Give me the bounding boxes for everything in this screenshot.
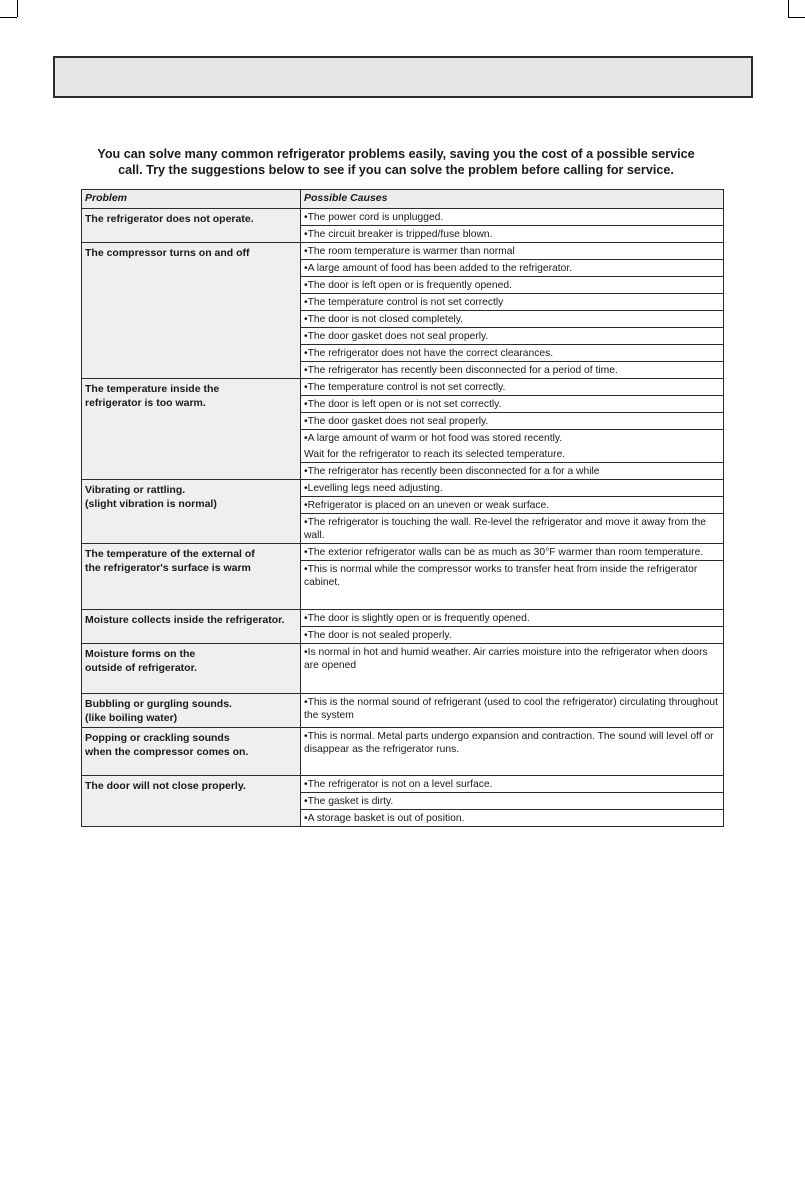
- problem-text: Bubbling or gurgling sounds.: [85, 698, 232, 710]
- table-row: [82, 644, 724, 694]
- problem-cell: [82, 776, 301, 827]
- crop-mark: [17, 0, 18, 17]
- cause-item: •Levelling legs need adjusting.: [301, 480, 723, 497]
- intro-line: You can solve many common refrigerator problems easily, saving you the cost of a possible service: [97, 147, 695, 161]
- cause-item: •The refrigerator does not have the correct clearances.: [301, 345, 723, 362]
- cause-item: •The circuit breaker is tripped/fuse blown.: [304, 229, 493, 240]
- cause-item: •The refrigerator is not on a level surface.: [301, 776, 723, 793]
- cause-item: •This is normal while the compressor works to transfer heat from inside the refrigerator cabinet.: [304, 564, 698, 588]
- cause-item: •Refrigerator is placed on an uneven or weak surface.: [301, 497, 723, 514]
- cause-item: •A large amount of food has been added to the refrigerator.: [301, 260, 723, 277]
- problem-text: outside of refrigerator.: [85, 662, 198, 674]
- table-row: [82, 610, 724, 644]
- cause-item: •Is normal in hot and humid weather. Air carries moisture into the refrigerator when doors are opened: [304, 647, 708, 671]
- table-row: [82, 694, 724, 728]
- cause-item: •The door gasket does not seal properly.: [301, 413, 723, 430]
- problem-text: The compressor turns on and off: [85, 247, 250, 259]
- problem-text: The temperature inside the: [85, 383, 220, 395]
- column-header-problem: Problem: [82, 190, 301, 209]
- causes-cell: [301, 209, 724, 243]
- problem-text: Moisture forms on the: [85, 648, 196, 660]
- causes-cell: [301, 694, 724, 728]
- table-row: [82, 379, 724, 480]
- problem-text: the refrigerator's surface is warm: [85, 562, 251, 574]
- cause-item: •This is normal. Metal parts undergo expansion and contraction. The sound will level off or disappear as the refrigerator runs.: [304, 731, 714, 755]
- cause-item: •A large amount of warm or hot food was stored recently.: [304, 433, 563, 444]
- problem-cell: [82, 610, 301, 644]
- causes-cell: [301, 644, 724, 694]
- cause-item: •The door gasket does not seal properly.: [301, 328, 723, 345]
- problem-cell: [82, 544, 301, 610]
- cause-item: •The power cord is unplugged.: [301, 209, 723, 226]
- cause-item: •The refrigerator is touching the wall. Re-level the refrigerator and move it away from the wall.: [304, 517, 706, 541]
- cause-item: •The door is not sealed properly.: [304, 630, 452, 641]
- problem-cell: [82, 209, 301, 243]
- problem-text: The refrigerator does not operate.: [85, 213, 254, 225]
- problem-text: (like boiling water): [85, 712, 178, 724]
- table-row: [82, 544, 724, 610]
- section-header-bar: [53, 56, 753, 98]
- column-header-causes: Possible Causes: [301, 190, 724, 209]
- causes-cell: [301, 480, 724, 544]
- problem-cell: [82, 480, 301, 544]
- crop-mark: [0, 17, 17, 18]
- cause-item: •This is the normal sound of refrigerant (used to cool the refrigerator) circulating throughout the system: [304, 697, 718, 721]
- troubleshooting-table: [81, 189, 724, 827]
- cause-item: •A storage basket is out of position.: [304, 813, 465, 824]
- problem-text: Popping or crackling sounds: [85, 732, 230, 744]
- causes-cell: [301, 610, 724, 644]
- problem-cell: [82, 243, 301, 379]
- causes-cell: [301, 379, 724, 480]
- problem-text: when the compressor comes on.: [85, 746, 249, 758]
- causes-cell: [301, 243, 724, 379]
- problem-text: The door will not close properly.: [85, 780, 246, 792]
- cause-item: •The temperature control is not set correctly.: [301, 379, 723, 396]
- table-header-row: [82, 190, 724, 209]
- table-row: [82, 209, 724, 243]
- cause-item: •The door is not closed completely.: [301, 311, 723, 328]
- cause-item: •The exterior refrigerator walls can be as much as 30°F warmer than room temperature.: [301, 544, 723, 561]
- intro-paragraph: [60, 146, 732, 178]
- crop-mark: [788, 17, 805, 18]
- cause-item: •The refrigerator has recently been disconnected for a period of time.: [304, 365, 618, 376]
- problem-cell: [82, 694, 301, 728]
- cause-item: •The door is slightly open or is frequently opened.: [301, 610, 723, 627]
- problem-text: The temperature of the external of: [85, 548, 255, 560]
- problem-text: refrigerator is too warm.: [85, 397, 206, 409]
- cause-item: •The temperature control is not set correctly: [301, 294, 723, 311]
- cause-item: •The refrigerator has recently been disconnected for a for a while: [304, 466, 600, 477]
- problem-cell: [82, 644, 301, 694]
- crop-mark: [788, 0, 789, 17]
- cause-item: •The gasket is dirty.: [301, 793, 723, 810]
- table-row: [82, 480, 724, 544]
- cause-item: Wait for the refrigerator to reach its selected temperature.: [301, 446, 723, 463]
- table-row: [82, 728, 724, 776]
- table-row: [82, 776, 724, 827]
- cause-item: •The door is left open or is not set correctly.: [301, 396, 723, 413]
- causes-cell: [301, 728, 724, 776]
- cause-item: •The room temperature is warmer than normal: [301, 243, 723, 260]
- intro-line: call. Try the suggestions below to see if you can solve the problem before calling for service.: [118, 163, 674, 177]
- causes-cell: [301, 544, 724, 610]
- causes-cell: [301, 776, 724, 827]
- table-row: [82, 243, 724, 379]
- problem-cell: [82, 379, 301, 480]
- problem-text: Moisture collects inside the refrigerator.: [85, 614, 285, 626]
- problem-text: Vibrating or rattling.: [85, 484, 186, 496]
- problem-text: (slight vibration is normal): [85, 498, 217, 510]
- problem-cell: [82, 728, 301, 776]
- cause-item: •The door is left open or is frequently opened.: [301, 277, 723, 294]
